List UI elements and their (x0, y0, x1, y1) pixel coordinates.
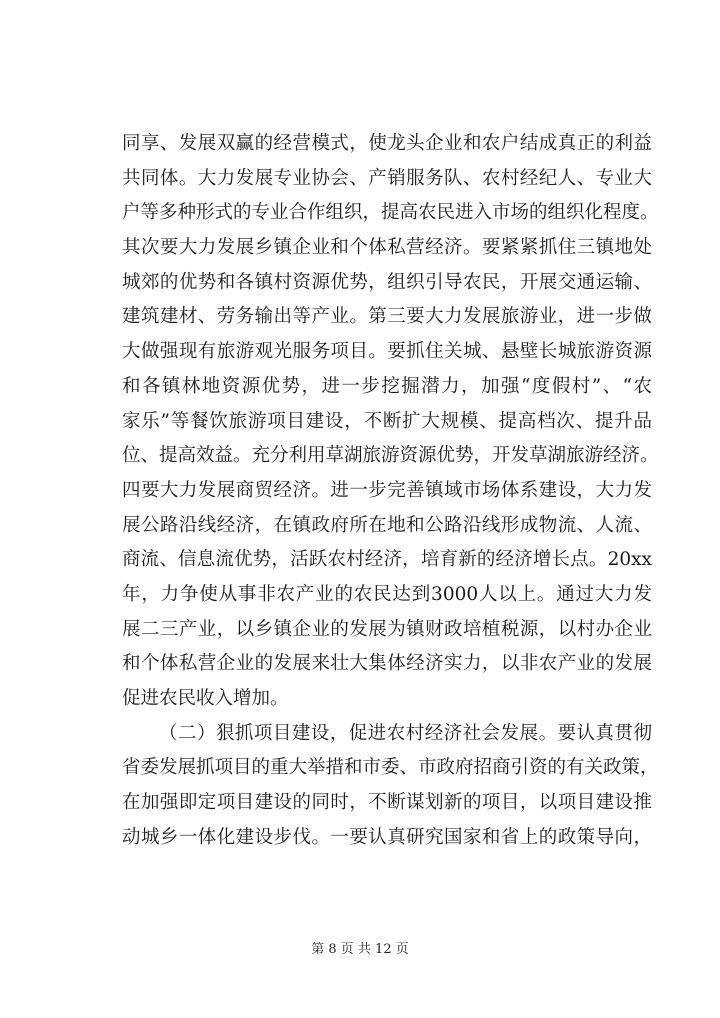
text-line: 户等多种形式的专业合作组织，提高农民进入市场的组织化程度。 (122, 202, 659, 224)
text-line: 位、提高效益。充分利用草湖旅游资源优势，开发草湖旅游经济。 (122, 445, 659, 467)
text-line: 共同体。大力发展专业协会、产销服务队、农村经纪人、专业大 (122, 167, 652, 189)
text-line: 省委发展抓项目的重大举措和市委、市政府招商引资的有关政策， (122, 757, 659, 779)
text-line: 动城乡一体化建设步伐。一要认真研究国家和省上的政策导向， (122, 826, 652, 848)
text-line: 其次要大力发展乡镇企业和个体私营经济。要紧紧抓住三镇地处 (122, 237, 652, 259)
text-line: 展公路沿线经济，在镇政府所在地和公路沿线形成物流、人流、 (122, 514, 652, 536)
text-line: 和各镇林地资源优势，进一步挖掘潜力，加强“度假村”、“农 (122, 375, 652, 397)
page-number-footer: 第 8 页 共 12 页 (311, 942, 409, 957)
text-line: 建筑建材、劳务输出等产业。第三要大力发展旅游业，进一步做 (122, 306, 652, 328)
text-line: 在加强即定项目建设的同时，不断谋划新的项目，以项目建设推 (122, 792, 652, 814)
section-heading-line: （二）狠抓项目建设，促进农村经济社会发展。要认真贯彻 (159, 722, 652, 744)
text-line: 四要大力发展商贸经济。进一步完善镇域市场体系建设，大力发 (122, 479, 652, 501)
text-line: 展二三产业，以乡镇企业的发展为镇财政培植税源，以村办企业 (122, 618, 652, 640)
text-line: 促进农民收入增加。 (122, 688, 289, 709)
text-line: 家乐”等餐饮旅游项目建设，不断扩大规模、提高档次、提升品 (122, 410, 652, 432)
body-text (122, 127, 659, 855)
text-line: 城郊的优势和各镇村资源优势，组织引导农民，开展交通运输、 (122, 271, 652, 293)
text-line: 同享、发展双赢的经营模式，使龙头企业和农户结成真正的利益 (122, 133, 652, 154)
text-line: 和个体私营企业的发展来壮大集体经济实力，以非农产业的发展 (122, 653, 652, 675)
text-line: 年，力争使从事非农产业的农民达到3000人以上。通过大力发 (122, 583, 652, 605)
text-line: 大做强现有旅游观光服务项目。要抓住关城、悬壁长城旅游资源 (122, 341, 652, 363)
text-line: 商流、信息流优势，活跃农村经济，培育新的经济增长点。20xx (122, 549, 652, 571)
